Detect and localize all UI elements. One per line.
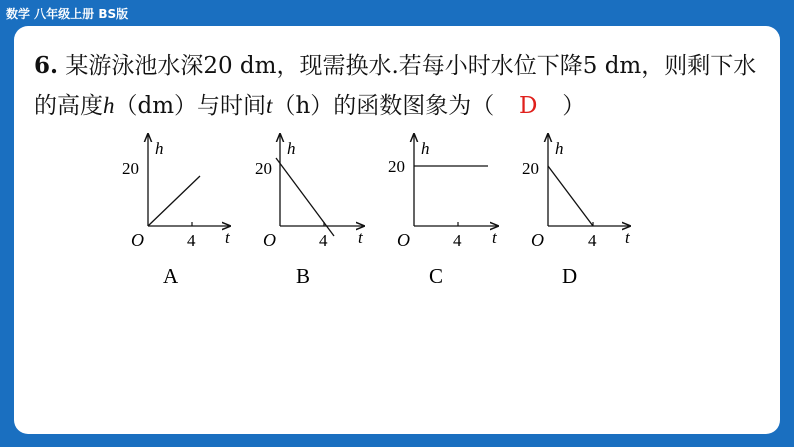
- question-text-part2: （dm）与时间: [114, 93, 267, 119]
- graph-c: [388, 134, 498, 288]
- graph-a-function-line: [148, 176, 200, 226]
- question-text-part4: ）: [562, 93, 586, 119]
- graph-d-option-label: D: [562, 264, 578, 288]
- graph-d-y-tick: 20: [522, 159, 539, 178]
- question-number: 6: [34, 52, 51, 79]
- variable-h: h: [103, 93, 115, 118]
- graph-a-y-label: h: [155, 139, 164, 158]
- question-number-dot: .: [50, 52, 59, 79]
- graph-d-origin: O: [531, 230, 544, 250]
- question-text-part1: 某游泳池水深20 dm，现需换水.若每小时水位下降5 dm，则剩下水的高度: [34, 53, 757, 119]
- graph-b-x-tick: 4: [319, 231, 328, 250]
- content-card: [14, 26, 780, 434]
- graph-a: [122, 134, 231, 288]
- graph-b-origin: O: [263, 230, 276, 250]
- graph-a-y-tick: 20: [122, 159, 139, 178]
- graph-d-x-tick: 4: [588, 231, 597, 250]
- bottom-bar: [0, 434, 794, 447]
- graph-c-origin: O: [397, 230, 410, 250]
- graph-d-function-line: [548, 166, 593, 226]
- top-bar: [0, 0, 794, 26]
- graph-d: [522, 134, 631, 288]
- graph-a-x-label: t: [225, 228, 230, 247]
- graph-a-x-tick: 4: [187, 231, 196, 250]
- graph-c-option-label: C: [429, 264, 444, 288]
- graph-c-x-tick: 4: [453, 231, 462, 250]
- graph-c-y-label: h: [421, 139, 430, 158]
- graph-b: [255, 134, 364, 288]
- option-graphs: [14, 26, 780, 434]
- answer-choice: D: [519, 93, 538, 119]
- graph-a-origin: O: [131, 230, 144, 250]
- graph-b-option-label: B: [296, 264, 311, 288]
- question-text-part3: （h）的函数图象为（: [272, 93, 495, 119]
- graph-b-function-line: [276, 158, 334, 236]
- graph-b-x-label: t: [358, 228, 363, 247]
- graph-d-x-label: t: [625, 228, 630, 247]
- graph-c-y-tick: 20: [388, 157, 405, 176]
- book-label: 数学 八年级上册 BS版: [6, 7, 129, 21]
- graph-b-y-tick: 20: [255, 159, 272, 178]
- graph-c-x-label: t: [492, 228, 497, 247]
- graph-b-y-label: h: [287, 139, 296, 158]
- graph-d-y-label: h: [555, 139, 564, 158]
- variable-t: t: [266, 93, 273, 118]
- graph-a-option-label: A: [163, 264, 179, 288]
